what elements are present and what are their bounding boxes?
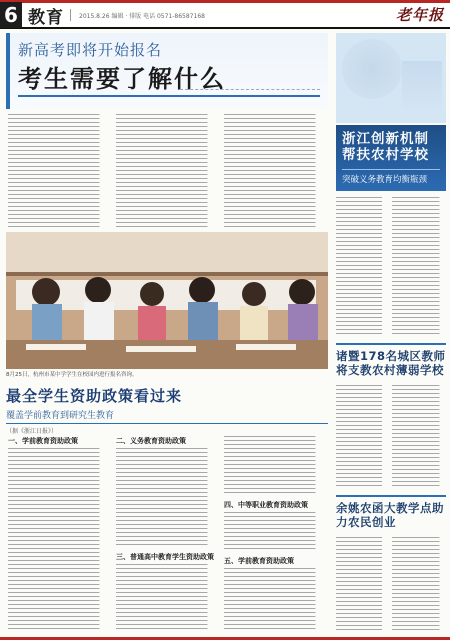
subhead: 四、中等职业教育资助政策 (224, 501, 308, 509)
sidebar-rule (336, 495, 446, 497)
body-text-column (224, 568, 328, 632)
section-name: 教育 (28, 7, 64, 28)
lead-dotted-rule (180, 89, 320, 90)
sidebar-image-shape (342, 39, 402, 99)
body-text-column (8, 448, 112, 632)
sidebar-story3-title: 余姚农函大教学点助力农民创业 (336, 501, 444, 529)
lead-title: 考生需要了解什么 (18, 65, 226, 93)
body-text-column (116, 564, 220, 632)
sidebar-headline-box (336, 125, 446, 191)
page-header (0, 3, 450, 29)
right-sidebar (336, 33, 446, 633)
sidebar-story2-title: 诸暨178名城区教师将支教农村薄弱学校 (336, 349, 446, 377)
body-text-column (224, 436, 328, 496)
subhead: 五、学前教育资助政策 (224, 557, 294, 565)
subhead: 三、普通高中教育学生资助政策 (116, 553, 214, 561)
header-meta: 2015.8.26 编辑 · 排版 电话 0571-86587168 (79, 12, 205, 20)
body-text-column (116, 448, 220, 548)
photo-caption: 8月25日，杭州市某中学学生在校园内进行报名咨询。 (6, 372, 138, 378)
lead-text-column (116, 114, 220, 228)
lead-text-column (224, 114, 328, 228)
sidebar-story1-kicker: 突破义务教育均衡瓶颈 (342, 169, 440, 185)
lead-text-column (8, 114, 112, 228)
news-photo (6, 232, 328, 369)
lead-headline-block (6, 33, 328, 109)
sidebar-text-column (336, 197, 388, 337)
sidebar-rule (336, 343, 446, 345)
sidebar-image-shape (402, 61, 442, 111)
sidebar-text-column (336, 385, 388, 489)
body-text-column (224, 512, 328, 552)
lead-kicker: 新高考即将开始报名 (18, 41, 163, 59)
sidebar-text-column (336, 537, 388, 633)
sidebar-text-column (392, 197, 446, 337)
bottom-kicker: 覆盖学前教育到研究生教育 (6, 408, 328, 424)
masthead-logo: 老年报 (395, 6, 444, 24)
photo-illustration (6, 232, 328, 369)
sidebar-text-column (392, 537, 446, 633)
page-number: 6 (0, 2, 22, 28)
lead-rule (18, 95, 320, 97)
bottom-title: 最全学生资助政策看过来 (6, 387, 183, 405)
subhead: 一、学前教育资助政策 (8, 437, 78, 445)
subhead: 二、义务教育资助政策 (116, 437, 186, 445)
sidebar-text-column (392, 385, 446, 489)
source-line: （据《浙江日报》） (6, 428, 58, 435)
header-separator (70, 9, 71, 21)
sidebar-story1-title: 浙江创新机制帮扶农村学校 (342, 131, 429, 163)
bottom-headline-block (6, 385, 328, 424)
sidebar-image-block (336, 33, 446, 123)
